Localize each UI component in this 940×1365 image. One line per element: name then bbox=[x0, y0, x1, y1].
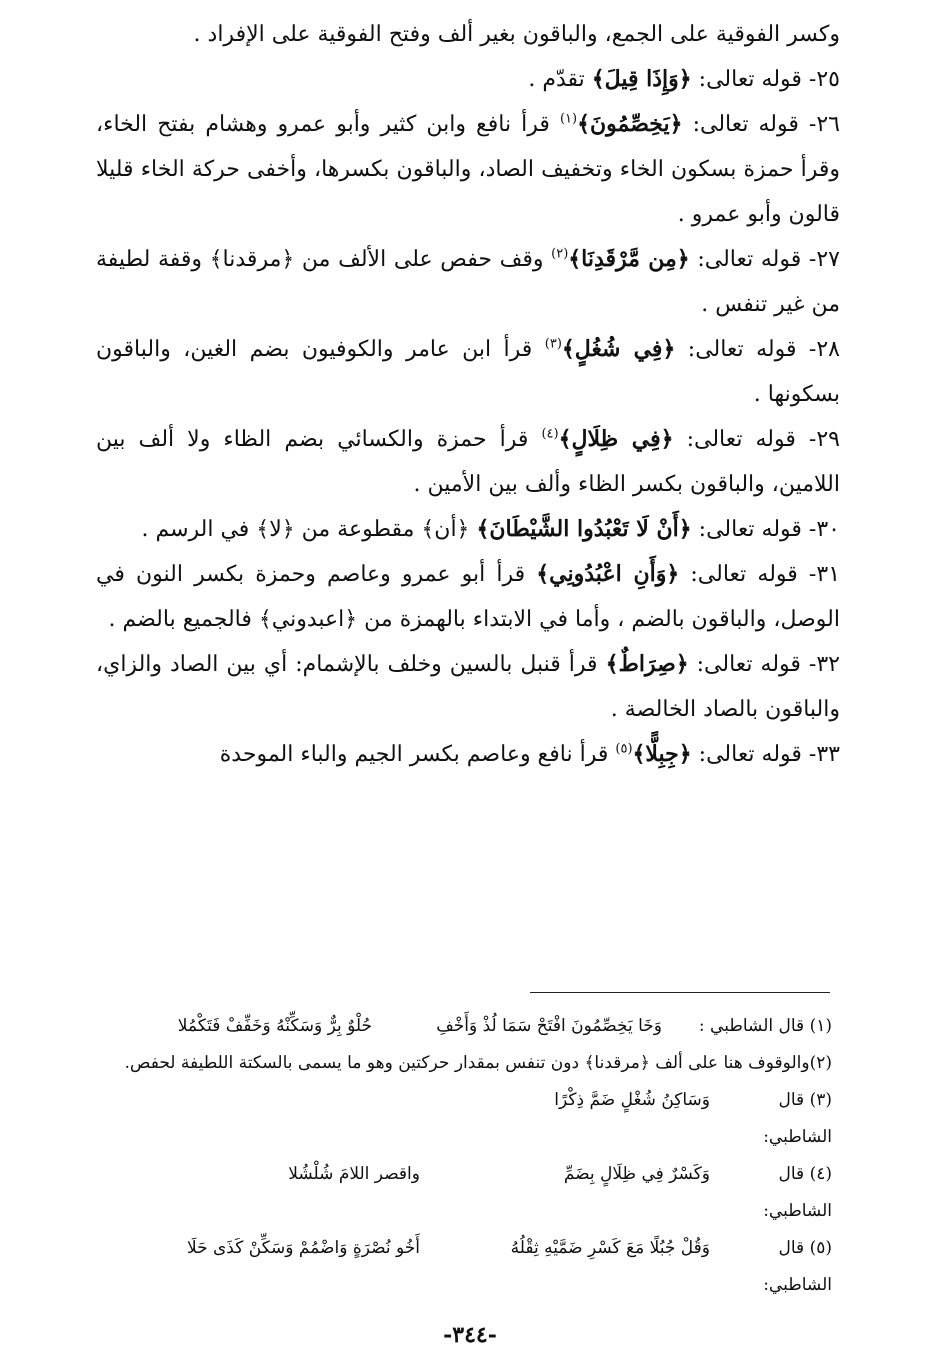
paragraph-text: قرأ نافع وابن كثير وأبو عمرو وهشام بفتح الخاء، وقرأ حمزة بسكون الخاء وتخفيف الصاد، والباقون بكسرها، وأخفى حركة الخاء قليلا قالون وأبو عمرو . bbox=[96, 112, 840, 227]
verse-intro: ٢٦- قوله تعالى: bbox=[682, 112, 840, 137]
paragraph-text: ﴿أن﴾ مقطوعة من ﴿لا﴾ في الرسم . bbox=[141, 517, 477, 542]
footnote-label: (٥) قال الشاطبي: bbox=[763, 1238, 832, 1295]
verse-intro: ٣٢- قوله تعالى: bbox=[688, 652, 840, 677]
quran-word: ﴿أَنْ لَا تَعْبُدُوا الشَّيْطَانَ﴾ bbox=[476, 516, 692, 542]
quran-word: ﴿صِرَاطٌ﴾ bbox=[605, 651, 689, 677]
verse-intro: ٣٠- قوله تعالى: bbox=[691, 517, 840, 542]
verse-hemistich: واقصر اللامَ شُلْشُلا bbox=[288, 1164, 420, 1184]
verse-hemistich: وَكَسْرٌ فِي ظِلَالٍ بِضَمِّ bbox=[563, 1164, 710, 1184]
footnote-2: (٢)والوقوف هنا على ألف ﴿مرقدنا﴾ دون تنفس بمقدار حركتين وهو ما يسمى بالسكتة اللطيفة لحفص. bbox=[124, 1053, 832, 1073]
paragraph-text: قرأ نافع وعاصم بكسر الجيم والباء الموحدة bbox=[219, 742, 616, 767]
paragraph-verse-29 bbox=[96, 417, 840, 507]
footnote-ref[interactable]: (٢) bbox=[551, 246, 569, 262]
paragraph-continuation bbox=[96, 12, 840, 57]
footnote-label: (٤) قال الشاطبي: bbox=[763, 1164, 832, 1221]
quran-word: ﴿فِي شُغُلٍ﴾ bbox=[561, 336, 676, 362]
paragraph-text: قرأ ابن عامر والكوفيون بضم الغين، والباقون بسكونها . bbox=[96, 337, 840, 407]
verse-intro: ٣١- قوله تعالى: bbox=[679, 562, 841, 587]
footnote-label: (١) قال الشاطبي : bbox=[698, 1016, 832, 1036]
footnote-divider bbox=[530, 992, 830, 993]
verse-intro: ٢٩- قوله تعالى: bbox=[673, 427, 840, 452]
paragraph-verse-25 bbox=[96, 57, 840, 102]
paragraph-verse-26 bbox=[96, 102, 840, 237]
verse-hemistich bbox=[96, 1082, 420, 1156]
footnote-4 bbox=[96, 1156, 832, 1230]
paragraph-text: قرأ أبو عمرو وعاصم وحمزة بكسر النون في الوصل، والباقون بالضم ، وأما في الابتداء بالهمزة من ﴿اعبدوني﴾ فالجميع بالضم . bbox=[96, 562, 840, 632]
paragraph-text: وكسر الفوقية على الجمع، والباقون بغير ألف وفتح الفوقية على الإفراد . bbox=[193, 22, 840, 47]
paragraph-verse-28 bbox=[96, 327, 840, 417]
paragraph-text: قرأ حمزة والكسائي بضم الظاء ولا ألف بين اللامين، والباقون بكسر الظاء وألف بين الأمين . bbox=[96, 427, 840, 497]
quran-word: ﴿يَخِصِّمُونَ﴾ bbox=[577, 111, 683, 137]
footnote-1 bbox=[96, 1008, 832, 1045]
paragraph-text: قرأ قنبل بالسين وخلف بالإشمام: أي بين الصاد والزاي، والباقون بالصاد الخالصة . bbox=[96, 652, 840, 722]
verse-hemistich: حُلْوٌ بِرٌّ وَسَكِّنْهُ وَخَفِّفْ فَتَكْمُلا bbox=[177, 1016, 372, 1036]
verse-hemistich: وَقُلْ جُبُلًا مَعَ كَسْرِ ضَمَّيْهِ ثِقْلُهُ bbox=[510, 1238, 710, 1258]
verse-hemistich: وَخَا يَخِصِّمُونَ افْتَحْ سَمَا لُذْ وَأَخْفِ bbox=[436, 1016, 662, 1036]
paragraph-verse-32 bbox=[96, 642, 840, 732]
verse-intro: ٣٣- قوله تعالى: bbox=[691, 742, 840, 767]
footnote-label: (٣) قال الشاطبي: bbox=[763, 1090, 832, 1147]
main-text bbox=[96, 12, 840, 777]
footnote-ref[interactable]: (٤) bbox=[541, 426, 559, 442]
quran-word: ﴿وَإِذَا قِيلَ﴾ bbox=[591, 66, 692, 92]
quran-word: ﴿مِن مَّرْقَدِنَا﴾ bbox=[568, 246, 690, 272]
verse-hemistich: وَسَاكِنُ شُغْلٍ ضَمَّ ذِكْرًا bbox=[554, 1090, 710, 1110]
verse-intro: ٢٥- قوله تعالى: bbox=[691, 67, 840, 92]
paragraph-text: وقف حفص على الألف من ﴿مرقدنا﴾ وقفة لطيفة من غير تنفس . bbox=[96, 247, 840, 317]
footnote-ref[interactable]: (٥) bbox=[615, 741, 633, 757]
paragraph-verse-27 bbox=[96, 237, 840, 327]
footnote-3 bbox=[96, 1082, 832, 1156]
verse-hemistich: أَخُو نُصْرَةٍ وَاضْمُمْ وَسَكِّنْ كَذَى حَلَا bbox=[186, 1238, 420, 1258]
paragraph-text: تقدّم . bbox=[528, 67, 592, 92]
quran-word: ﴿وَأَنِ اعْبُدُونِي﴾ bbox=[536, 561, 680, 587]
footnote-5 bbox=[96, 1230, 832, 1304]
paragraph-verse-30 bbox=[96, 507, 840, 552]
verse-intro: ٢٨- قوله تعالى: bbox=[675, 337, 840, 362]
paragraph-verse-31 bbox=[96, 552, 840, 642]
page-number: -٣٤٤- bbox=[443, 1322, 497, 1348]
footnote-ref[interactable]: (١) bbox=[559, 111, 578, 127]
paragraph-verse-33 bbox=[96, 732, 840, 777]
quran-word: ﴿فِي ظِلَالٍ﴾ bbox=[558, 426, 674, 452]
footnote-ref[interactable]: (٣) bbox=[544, 336, 562, 352]
quran-word: ﴿جِبِلًّا﴾ bbox=[632, 741, 692, 767]
footnotes bbox=[96, 1008, 832, 1304]
verse-intro: ٢٧- قوله تعالى: bbox=[689, 247, 840, 272]
